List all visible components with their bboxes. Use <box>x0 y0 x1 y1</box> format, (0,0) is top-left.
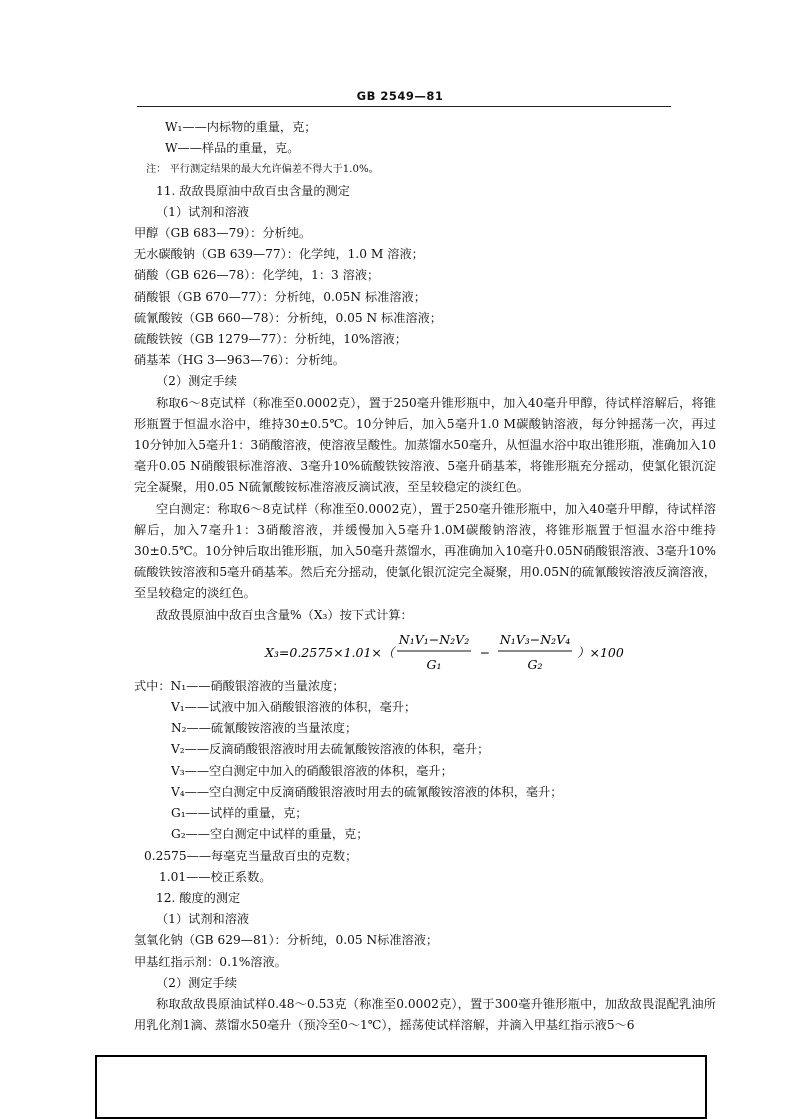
section-11-heading: 11. 敌敌畏原油中敌百虫含量的测定 <box>156 183 350 198</box>
blank-test-paragraph: 空白测定：称取6～8克试样（称准至0.0002克），置于250毫升锥形瓶中，加入40毫升甲醇，待试样溶解后，加入7毫升1：3硝酸溶液，并缓慢加入5毫升1.0M碳酸钠溶液，将锥形瓶置于恒温水浴中维持30±0.5℃。10分钟后取出锥形瓶，加入50毫升蒸馏水，再准确加入10毫升0.05N硝酸银溶液、3毫升10%硫酸铁铵溶液和5毫升硝基苯。然后充分摇动，使氯化银沉淀完全凝聚，用0.05N的硫氰酸铵溶液反滴溶液，至呈较稳定的淡红色。 <box>134 501 716 601</box>
reagent-item: 硫酸铁铵（GB 1279—77）：分析纯，10%溶液； <box>134 332 407 347</box>
formula-rhs: ）×100 <box>577 645 624 661</box>
section-12-heading: 12. 酸度的测定 <box>156 890 241 905</box>
fraction2-denominator: G₂ <box>527 657 543 673</box>
variable-definition: 1.01——校正系数。 <box>159 869 272 884</box>
procedure-paragraph: 称取6～8克试样（称准至0.0002克），置于250毫升锥形瓶中，加入40毫升甲醇，待试样溶解后，将锥形瓶置于恒温水浴中，维持30±0.5℃。10分钟后，加入5毫升1.0 M碳酸钠溶液，每分钟摇荡一次，再过10分钟加入5毫升1：3硝酸溶液，使溶液呈酸性。加蒸馏水50毫升，从恒温水浴中取出锥形瓶，准确加入10毫升0.05 N硝酸银标准溶液、3毫升10%硫酸铁铵溶液、5毫升硝基苯，将锥形瓶充分摇动，使氯化银沉淀完全凝聚，用0.05 N硫氰酸铵标准溶液反滴试液，至呈较稳定的淡红色。 <box>134 395 716 495</box>
var-def-w: W——样品的重量，克。 <box>165 141 300 156</box>
reagent-item: 硫氰酸铵（GB 660—78）：分析纯，0.05 N 标准溶液； <box>134 310 442 325</box>
reagent-item: 甲基红指示剂：0.1%溶液。 <box>134 954 287 969</box>
reagent-item: 甲醇（GB 683—79）：分析纯。 <box>134 226 312 241</box>
formula <box>134 626 716 676</box>
variable-definition: V₂——反滴硝酸银溶液时用去硫氰酸铵溶液的体积，毫升； <box>171 742 490 757</box>
fraction1-numerator: N₁V₁−N₂V₂ <box>398 632 470 648</box>
variable-definition: G₁——试样的重量，克； <box>171 806 308 821</box>
variable-definition: G₂——空白测定中试样的重量，克； <box>171 827 369 842</box>
page-header: GB 2549—81 <box>356 89 444 103</box>
variable-definition: 式中：N₁——硝酸银溶液的当量浓度； <box>134 678 345 693</box>
subsection-reagents: （1）试剂和溶液 <box>156 912 250 927</box>
variable-definition: V₄——空白测定中反滴硝酸银溶液时用去的硫氰酸铵溶液的体积，毫升； <box>171 784 563 799</box>
formula-lhs: X₃=0.2575×1.01×（ <box>265 645 395 661</box>
fraction1-denominator: G₁ <box>426 657 442 673</box>
document-body <box>134 117 716 1036</box>
variable-definition: V₃——空白测定中加入的硝酸银溶液的体积，毫升； <box>171 763 453 778</box>
reagent-item: 氢氧化钠（GB 629—81）：分析纯，0.05 N标准溶液； <box>134 933 439 948</box>
reagent-item: 硝酸（GB 626—78）：化学纯，1：3 溶液； <box>134 268 380 283</box>
variable-definition: V₁——试液中加入硝酸银溶液的体积，毫升； <box>171 700 417 715</box>
subsection-reagents: （1）试剂和溶液 <box>156 204 250 219</box>
variable-definition: N₂——硫氰酸铵溶液的当量浓度； <box>171 721 358 736</box>
header-rule <box>137 106 671 107</box>
reagent-item: 无水碳酸钠（GB 639—77）：化学纯，1.0 M 溶液； <box>134 247 424 262</box>
bottom-frame <box>95 1055 707 1119</box>
variable-definition: 0.2575——每毫克当量敌百虫的克数； <box>144 848 358 863</box>
fraction2-numerator: N₁V₃−N₂V₄ <box>499 632 571 648</box>
acidity-procedure-paragraph: 称取敌敌畏原油试样0.48～0.53克（称准至0.0002克），置于300毫升锥形瓶中，加敌敌畏混配乳油所用乳化剂1滴、蒸馏水50毫升（预冷至0～1℃），摇荡使试样溶解，并滴入甲基红指示液5～6 <box>134 996 716 1033</box>
calculation-intro: 敌敌畏原油中敌百虫含量%（X₃）按下式计算： <box>156 607 413 622</box>
reagent-item: 硝酸银（GB 670—77）：分析纯，0.05N 标准溶液； <box>134 289 426 304</box>
subsection-procedure: （2）测定手续 <box>156 975 237 990</box>
formula-minus: − <box>479 645 491 661</box>
subsection-procedure: （2）测定手续 <box>156 374 237 389</box>
reagent-item: 硝基苯（HG 3—963—76）：分析纯。 <box>134 353 345 368</box>
formula-svg <box>165 627 685 675</box>
note: 注： 平行测定结果的最大允许偏差不得大于1.0%。 <box>146 164 379 176</box>
var-def-w1: W₁——内标物的重量，克； <box>165 120 317 134</box>
